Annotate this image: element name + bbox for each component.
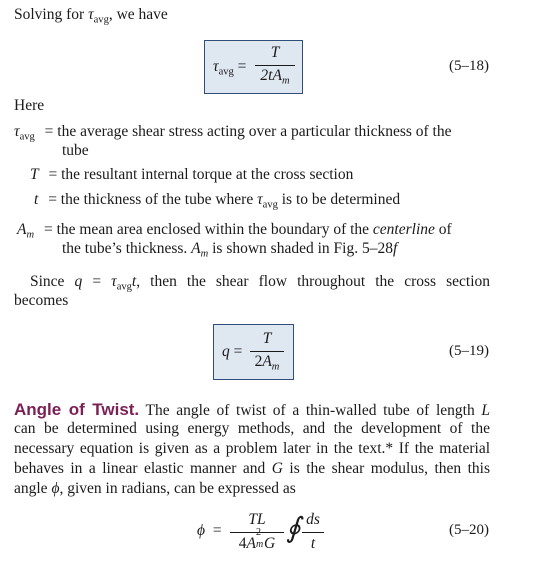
eq-5-20-den-G: G [264,535,276,552]
since-line-2: becomes [14,292,69,309]
since-text-end: , then the shear flow throughout the cross section [136,273,491,290]
eq-5-18-tau: τ [213,58,219,75]
def-Am-fig-f: f [392,240,398,257]
eq-5-18-denominator [253,67,297,85]
eq-5-20-den-sub: m [256,539,264,550]
def-T-symbol: T [30,166,39,183]
since-tau: τ [111,273,117,290]
twist-text-1: The angle of twist of a thin-walled tube of length [145,402,475,419]
twist-line-3: necessary equation is given as a problem later in the text.* If the material [14,440,490,457]
here-label: Here [14,97,45,114]
twist-L: L [481,402,490,419]
definition-Am [17,220,452,239]
definition-Am-cont [62,239,397,258]
definition-tau-avg-cont [62,141,89,160]
equation-number-5-20: (5–20) [449,522,489,538]
eq-5-20-denominator [228,527,286,553]
since-text: Since [30,273,65,290]
def-Am-line2-text: is shown shaded in Fig. 5–28 [212,240,393,257]
eq-5-20-den-sup: 2 [256,527,261,538]
eq-5-20-den-A: A [246,535,256,552]
definition-T [30,165,353,184]
def-Am-symbol: A [17,221,27,238]
eq-5-19-den-A: A [262,353,272,370]
eq-5-19-den-sub: m [271,361,280,373]
twist-G: G [271,460,283,477]
equation-number-5-18: (5–18) [449,58,489,74]
equation-number-5-19: (5–19) [449,343,489,359]
eq-5-18-tau-sub: avg [218,66,234,78]
eq-5-18-equals: = [237,58,247,75]
eq-5-18-numerator: T [270,44,280,61]
definition-tau-avg [14,122,452,141]
def-tau-text-line2: tube [62,142,89,159]
def-t-text: = the thickness of the tube where [48,191,254,208]
eq-5-18-den-A: A [272,67,282,84]
since-t: t [131,273,137,290]
eq-5-20-int-numerator: ds [306,511,320,528]
section-heading: Angle of Twist. [14,400,140,419]
def-Am-of: of [438,221,452,238]
eq-5-20-int-denominator: t [310,535,316,552]
def-Am-text-line2: the tube’s thickness. [62,240,188,257]
def-t-text-end: is to be determined [281,191,401,208]
def-t-symbol: t [34,191,39,208]
def-t-tau: τ [257,191,263,208]
twist-phi: ϕ [51,480,60,497]
eq-5-19-lhs [222,343,242,361]
twist-line-5 [14,480,296,498]
twist-line-4 [14,460,490,478]
definition-t [34,190,400,209]
eq-5-20-phi: ϕ [197,522,206,539]
def-tau-sub: avg [19,131,35,143]
since-line-1 [30,273,490,291]
twist-text-5b: , given in radians, can be expressed as [59,480,296,497]
eq-5-20-numerator: TL [248,511,266,528]
eq-5-19-equals: = [233,343,243,360]
eq-5-20-lhs [197,522,222,540]
eq-5-20-integral-sign: ∮ [286,513,301,544]
twist-text-5a: angle [14,480,48,497]
def-Am-sub: m [26,229,35,241]
intro-line [14,6,168,24]
def-Am-text: = the mean area enclosed within the boundary of the [43,221,370,238]
intro-text: Solving for [14,6,85,23]
eq-5-20-int-fraction-bar [302,532,324,533]
eq-5-18-den-coef: 2t [260,67,273,84]
def-Am-line2-sub: m [200,248,209,260]
twist-line-1 [14,400,490,420]
def-Am-centerline: centerline [372,221,435,238]
eq-5-20-den-coef: 4 [238,535,247,552]
intro-text-end: , we have [108,6,168,23]
eq-5-19-den-coef: 2 [254,353,263,370]
eq-5-19-q: q [222,343,230,360]
since-tau-sub: avg [116,281,132,293]
eq-5-19-fraction-bar [250,351,284,352]
eq-5-18-den-sub: m [281,75,290,87]
tau-symbol: τ [88,6,94,23]
since-equals: = [92,273,102,290]
eq-5-19-denominator [248,353,286,371]
eq-5-18-lhs [213,58,246,76]
def-Am-line2-A: A [191,240,201,257]
twist-text-4b: is the shear modulus, then this [289,460,491,477]
eq-5-20-equals: = [212,522,222,539]
twist-text-4a: behaves in a linear elastic manner and [14,460,266,477]
tau-subscript: avg [93,14,109,26]
def-tau-text: = the average shear stress acting over a particular thickness of the [44,123,452,140]
def-t-tau-sub: avg [262,199,278,211]
eq-5-19-numerator: T [262,330,272,347]
def-tau-symbol: τ [14,123,20,140]
def-T-text: = the resultant internal torque at the cross section [48,166,354,183]
twist-line-2: can be determined using energy methods, and the development of the [14,420,490,437]
since-q: q [74,273,83,290]
eq-5-18-fraction-bar [255,65,295,66]
